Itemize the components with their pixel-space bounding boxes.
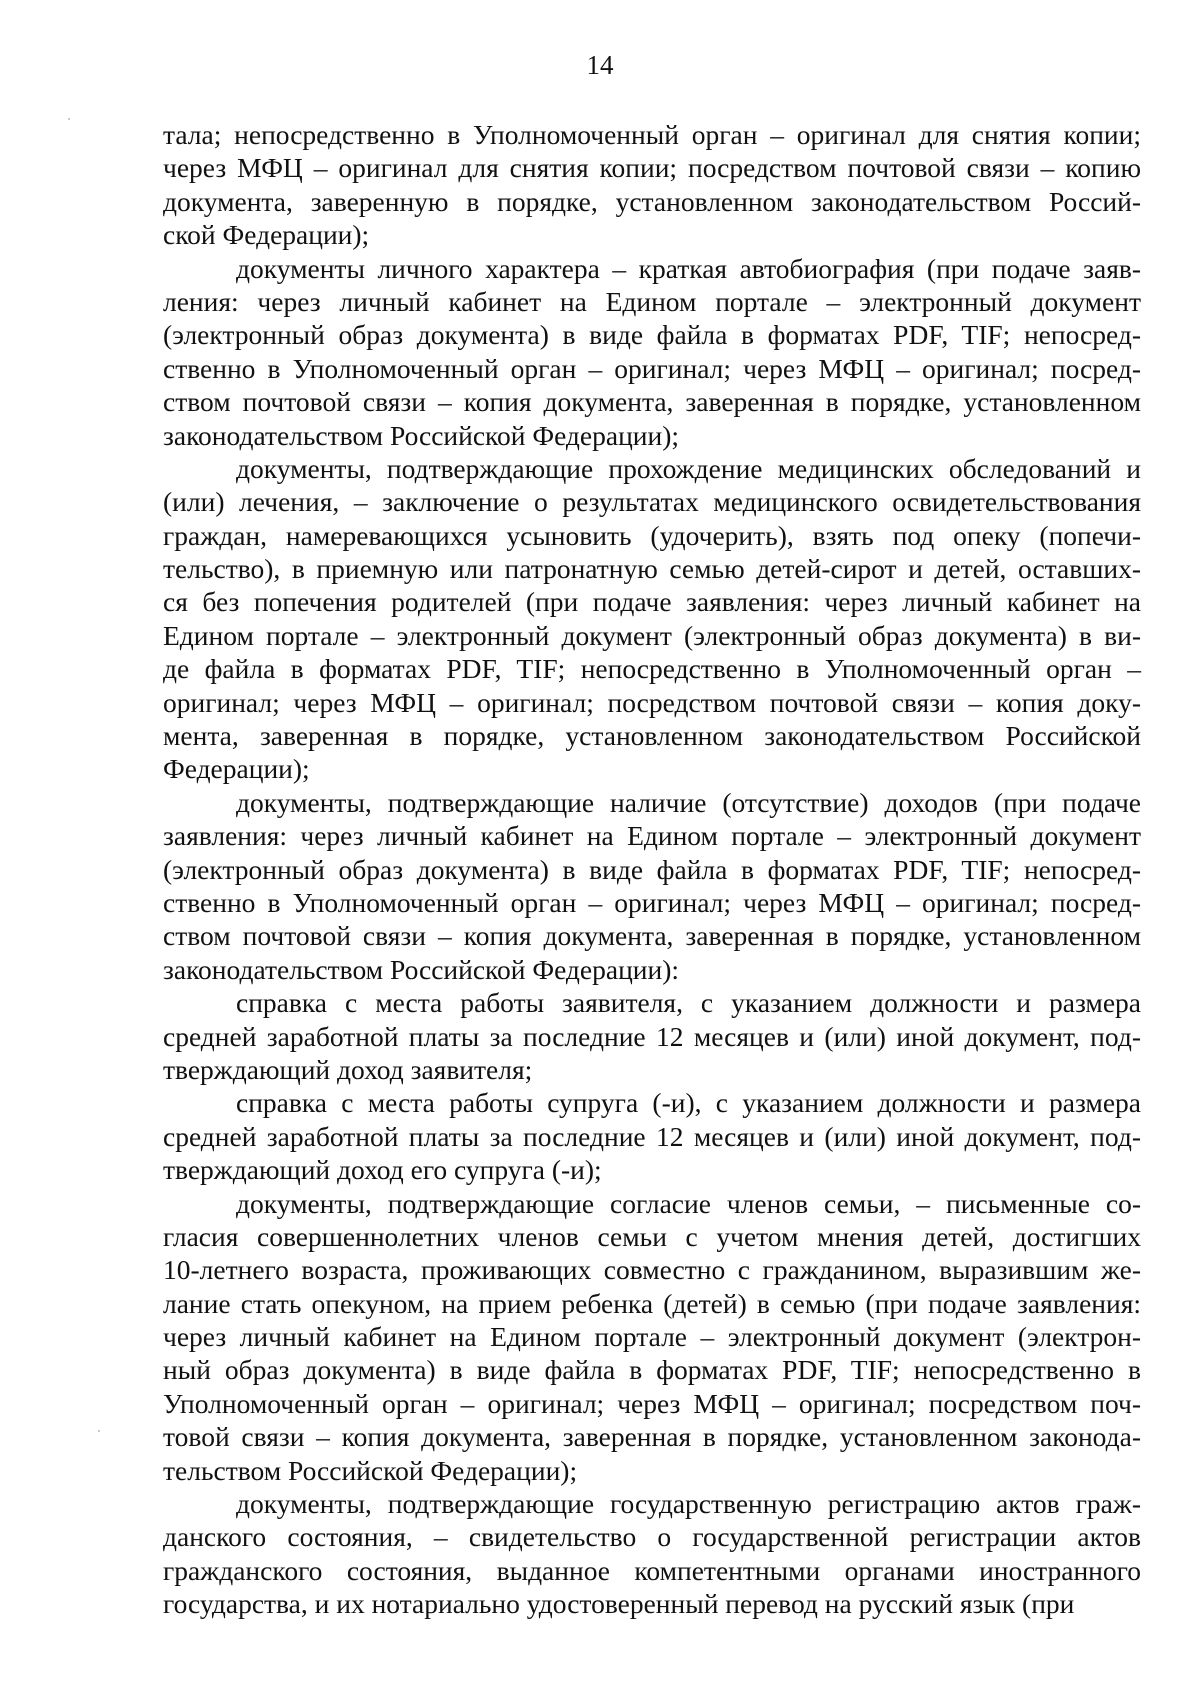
scan-speck bbox=[98, 1430, 100, 1432]
text-line: де файла в форматах PDF, TIF; непосредственно в Уполномоченный орган – bbox=[163, 653, 1141, 685]
text-line: тельство), в приемную или патронатную семью детей-сирот и детей, оставших- bbox=[163, 553, 1141, 585]
paragraph bbox=[163, 1487, 1141, 1621]
text-line: Уполномоченный орган – оригинал; через МФЦ – оригинал; посредством поч- bbox=[163, 1387, 1141, 1419]
paragraph bbox=[163, 786, 1141, 986]
text-line: (электронный образ документа) в виде файла в форматах PDF, TIF; непосред- bbox=[163, 319, 1141, 351]
text-line: товой связи – копия документа, заверенная в порядке, установленном законода- bbox=[163, 1421, 1141, 1453]
text-line: граждан, намеревающихся усыновить (удочерить), взять под опеку (попечи- bbox=[163, 519, 1141, 551]
text-line: данского состояния, – свидетельство о государственной регистрации актов bbox=[163, 1521, 1141, 1553]
body-text bbox=[163, 118, 1141, 1621]
text-line: тверждающий доход заявителя; bbox=[163, 1053, 533, 1085]
text-line: тельством Российской Федерации); bbox=[163, 1454, 578, 1486]
text-line: (или) лечения, – заключение о результатах медицинского освидетельствования bbox=[163, 486, 1141, 518]
paragraph bbox=[163, 452, 1141, 786]
text-line: документы личного характера – краткая автобиография (при подаче заяв- bbox=[236, 252, 1141, 284]
text-line: ственно в Уполномоченный орган – оригинал; через МФЦ – оригинал; посред- bbox=[163, 352, 1141, 384]
text-line: Едином портале – электронный документ (электронный образ документа) в ви- bbox=[163, 619, 1141, 651]
text-line: гласия совершеннолетних членов семьи с учетом мнения детей, достигших bbox=[163, 1220, 1141, 1252]
text-line: документы, подтверждающие прохождение медицинских обследований и bbox=[236, 452, 1141, 484]
text-line: ный образ документа) в виде файла в форматах PDF, TIF; непосредственно в bbox=[163, 1354, 1141, 1386]
text-line: законодательством Российской Федерации); bbox=[163, 419, 680, 451]
text-line: мента, заверенная в порядке, установленном законодательством Российской bbox=[163, 720, 1141, 752]
page-number: 14 bbox=[586, 50, 614, 80]
text-line: документа, заверенную в порядке, установленном законодательством Россий- bbox=[163, 185, 1141, 217]
text-line: ственно в Уполномоченный орган – оригинал; через МФЦ – оригинал; посред- bbox=[163, 886, 1141, 918]
text-line: заявления: через личный кабинет на Едином портале – электронный документ bbox=[163, 820, 1141, 852]
text-line: ления: через личный кабинет на Едином портале – электронный документ bbox=[163, 285, 1141, 317]
text-line: документы, подтверждающие наличие (отсутствие) доходов (при подаче bbox=[236, 786, 1141, 818]
paragraph bbox=[163, 986, 1141, 1086]
text-line: средней заработной платы за последние 12 месяцев и (или) иной документ, под- bbox=[163, 1020, 1141, 1052]
text-line: государства, и их нотариально удостоверенный перевод на русский язык (при bbox=[163, 1588, 1075, 1620]
text-line: документы, подтверждающие согласие членов семьи, – письменные со- bbox=[236, 1187, 1141, 1219]
text-line: тверждающий доход его супруга (-и); bbox=[163, 1154, 602, 1186]
text-line: оригинал; через МФЦ – оригинал; посредством почтовой связи – копия доку- bbox=[163, 686, 1141, 718]
text-line: лание стать опекуном, на прием ребенка (детей) в семью (при подаче заявления: bbox=[163, 1287, 1141, 1319]
paragraph bbox=[163, 1086, 1141, 1186]
text-line: справка с места работы супруга (-и), с указанием должности и размера bbox=[236, 1087, 1141, 1119]
text-line: тала; непосредственно в Уполномоченный орган – оригинал для снятия копии; bbox=[163, 119, 1141, 150]
text-line: ством почтовой связи – копия документа, заверенная в порядке, установленном bbox=[163, 386, 1141, 418]
paragraph bbox=[163, 118, 1141, 252]
paragraph bbox=[163, 252, 1141, 452]
text-line: через МФЦ – оригинал для снятия копии; посредством почтовой связи – копию bbox=[163, 152, 1141, 184]
text-line: ской Федерации); bbox=[163, 219, 370, 251]
text-line: Федерации); bbox=[163, 753, 310, 785]
text-line: средней заработной платы за последние 12 месяцев и (или) иной документ, под- bbox=[163, 1120, 1141, 1152]
text-line: гражданского состояния, выданное компетентными органами иностранного bbox=[163, 1554, 1141, 1586]
paragraph bbox=[163, 1187, 1141, 1488]
text-line: справка с места работы заявителя, с указанием должности и размера bbox=[236, 987, 1141, 1019]
scan-speck bbox=[68, 118, 70, 120]
text-line: 10-летнего возраста, проживающих совместно с гражданином, выразившим же- bbox=[163, 1254, 1141, 1286]
text-line: через личный кабинет на Едином портале – электронный документ (электрон- bbox=[163, 1321, 1141, 1353]
text-line: ством почтовой связи – копия документа, заверенная в порядке, установленном bbox=[163, 920, 1141, 952]
text-line: ся без попечения родителей (при подаче заявления: через личный кабинет на bbox=[163, 586, 1141, 618]
text-line: законодательством Российской Федерации): bbox=[163, 953, 680, 985]
text-line: документы, подтверждающие государственную регистрацию актов граж- bbox=[236, 1488, 1141, 1520]
text-line: (электронный образ документа) в виде файла в форматах PDF, TIF; непосред- bbox=[163, 853, 1141, 885]
